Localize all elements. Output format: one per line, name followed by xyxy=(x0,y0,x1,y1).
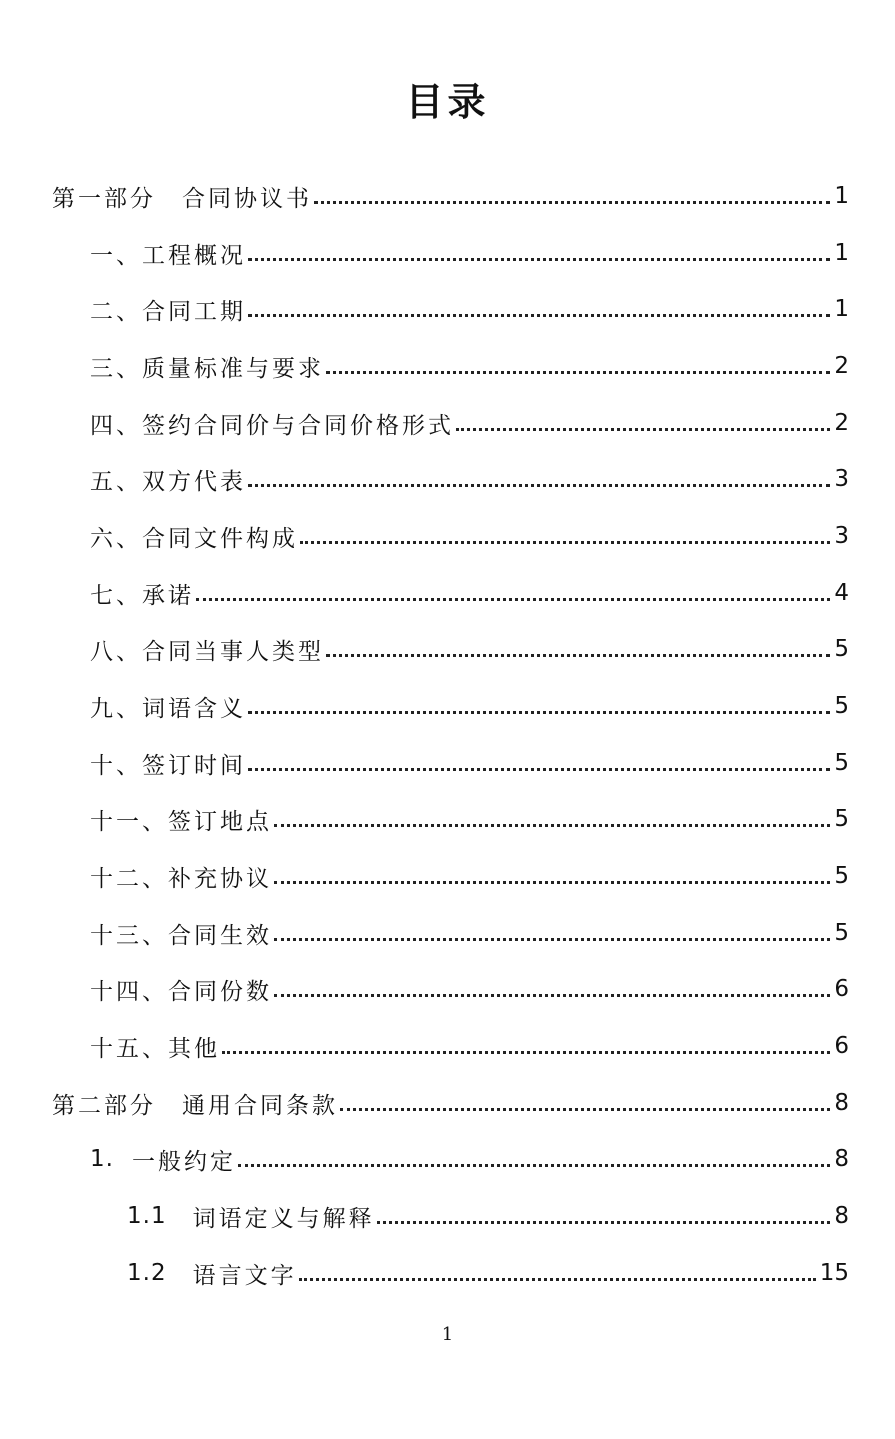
toc-entry-text: 一、工程概况 xyxy=(90,242,246,269)
dot-leader xyxy=(248,314,830,317)
toc-page-number: 1 xyxy=(834,240,849,266)
toc-entry[interactable] xyxy=(90,281,849,337)
dot-leader xyxy=(248,258,830,261)
toc-page-number: 5 xyxy=(834,693,849,719)
toc-entry[interactable] xyxy=(90,565,849,621)
toc-entry-label xyxy=(127,1200,375,1233)
dot-leader xyxy=(248,711,830,714)
toc-page-number: 6 xyxy=(834,976,849,1002)
dot-leader xyxy=(274,994,830,997)
toc-entry-text: 九、词语含义 xyxy=(90,695,246,722)
toc-page-number: 6 xyxy=(834,1033,849,1059)
toc-entry[interactable] xyxy=(90,791,849,847)
toc-entry-text: 五、双方代表 xyxy=(90,468,246,495)
toc-page-number: 8 xyxy=(834,1090,849,1116)
toc-page-number: 15 xyxy=(819,1260,849,1286)
toc-page-number: 8 xyxy=(834,1146,849,1172)
toc-page-number: 2 xyxy=(834,353,849,379)
page-number: 1 xyxy=(441,1324,454,1345)
dot-leader xyxy=(340,1108,830,1111)
toc-entry-text: 十三、合同生效 xyxy=(90,922,272,949)
toc-entry-text: 词语定义与解释 xyxy=(192,1205,375,1232)
toc-entry[interactable] xyxy=(90,225,849,281)
toc-entry[interactable] xyxy=(90,395,849,451)
toc-page-number: 3 xyxy=(834,523,849,549)
toc-page-number: 1 xyxy=(834,183,849,209)
toc-entry-label xyxy=(90,1143,236,1176)
toc-entry-part-one[interactable] xyxy=(52,168,849,224)
toc-entry[interactable] xyxy=(90,451,849,507)
toc-title: 目录 xyxy=(405,80,490,124)
dot-leader xyxy=(274,824,830,827)
toc-entry-text: 通用合同条款 xyxy=(182,1092,338,1119)
dot-leader xyxy=(238,1164,830,1167)
dot-leader xyxy=(299,1278,816,1281)
dot-leader xyxy=(274,881,830,884)
toc-entry-text: 二、合同工期 xyxy=(90,298,246,325)
toc-entry[interactable] xyxy=(90,508,849,564)
toc-page-number: 4 xyxy=(834,580,849,606)
dot-leader xyxy=(300,541,830,544)
toc-entry-part-two[interactable] xyxy=(52,1075,849,1131)
dot-leader xyxy=(274,938,830,941)
dot-leader xyxy=(314,201,830,204)
dot-leader xyxy=(196,598,830,601)
dot-leader xyxy=(326,654,830,657)
toc-entry-text: 十五、其他 xyxy=(90,1035,220,1062)
toc-entry-text: 七、承诺 xyxy=(90,582,194,609)
toc-part-prefix: 第一部分 xyxy=(52,185,156,212)
toc-entry-text: 十、签订时间 xyxy=(90,752,246,779)
toc-page-number: 1 xyxy=(834,296,849,322)
toc-page-number: 3 xyxy=(834,466,849,492)
toc-entry-text: 合同协议书 xyxy=(182,185,312,212)
toc-page-number: 5 xyxy=(834,636,849,662)
toc-entry-section[interactable] xyxy=(90,1131,849,1187)
toc-entry-label xyxy=(52,1087,338,1120)
toc-entry-text: 语言文字 xyxy=(192,1262,297,1289)
dot-leader xyxy=(248,484,830,487)
toc-section-number: 1. xyxy=(90,1146,114,1172)
toc-page-number: 5 xyxy=(834,806,849,832)
toc-entry-subsection[interactable] xyxy=(127,1188,849,1244)
toc-part-prefix: 第二部分 xyxy=(52,1092,156,1119)
toc-entry[interactable] xyxy=(90,338,849,394)
dot-leader xyxy=(326,371,830,374)
toc-page-number: 5 xyxy=(834,750,849,776)
toc-entry-text: 十二、补充协议 xyxy=(90,865,272,892)
dot-leader xyxy=(456,428,830,431)
toc-entry-text: 一般约定 xyxy=(131,1148,236,1175)
toc-page-number: 2 xyxy=(834,410,849,436)
toc-entry[interactable] xyxy=(90,961,849,1017)
toc-page-number: 5 xyxy=(834,863,849,889)
toc-entry[interactable] xyxy=(90,1018,849,1074)
toc-page-number: 8 xyxy=(834,1203,849,1229)
toc-entry-text: 十四、合同份数 xyxy=(90,978,272,1005)
dot-leader xyxy=(377,1221,831,1224)
toc-section-number: 1.2 xyxy=(127,1260,167,1286)
toc-entry-text: 八、合同当事人类型 xyxy=(90,638,324,665)
toc-entry-text: 三、质量标准与要求 xyxy=(90,355,324,382)
toc-entry-label xyxy=(52,180,312,213)
toc-entry[interactable] xyxy=(90,735,849,791)
toc-entry-text: 四、签约合同价与合同价格形式 xyxy=(90,412,454,439)
toc-entry-subsection[interactable] xyxy=(127,1245,849,1301)
dot-leader xyxy=(248,768,830,771)
toc-entry-text: 六、合同文件构成 xyxy=(90,525,298,552)
toc-entry[interactable] xyxy=(90,905,849,961)
dot-leader xyxy=(222,1051,830,1054)
toc-entry[interactable] xyxy=(90,621,849,677)
toc-page-number: 5 xyxy=(834,920,849,946)
toc-entry[interactable] xyxy=(90,848,849,904)
toc-entry-label xyxy=(127,1257,297,1290)
toc-entry-text: 十一、签订地点 xyxy=(90,808,272,835)
toc-section-number: 1.1 xyxy=(127,1203,167,1229)
toc-entry[interactable] xyxy=(90,678,849,734)
